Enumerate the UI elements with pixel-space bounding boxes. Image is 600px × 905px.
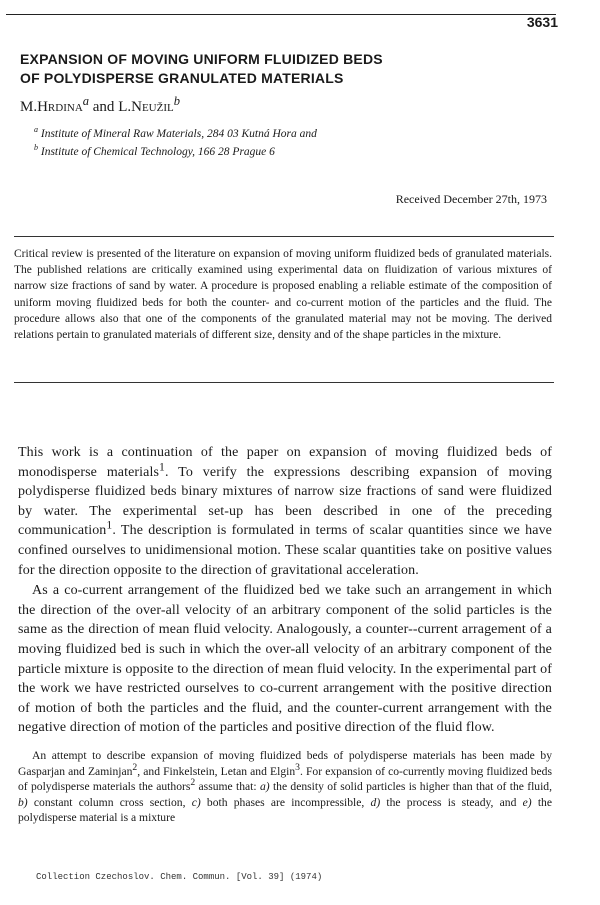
- authors-conjunction: and: [92, 99, 115, 115]
- author-2-surname: Neužil: [131, 99, 174, 115]
- title-line-1: EXPANSION OF MOVING UNIFORM FLUIDIZED BEDS: [20, 51, 383, 67]
- journal-footer: Collection Czechoslov. Chem. Commun. [Vol. 39] (1974): [36, 872, 323, 882]
- received-date: Received December 27th, 1973: [395, 192, 547, 206]
- citation-ref: 3: [295, 761, 300, 773]
- p3-part-f: constant column cross section,: [27, 795, 192, 809]
- citation-ref: 1: [159, 459, 165, 473]
- header-rule: [6, 14, 556, 15]
- body-text-small: [18, 748, 552, 826]
- page-number: 3631: [526, 14, 558, 30]
- article-title: [20, 50, 560, 88]
- p3-part-c: . For expansion of co-currently moving fluidized beds of polydisperse materials the authors: [18, 764, 552, 794]
- citation-ref: 2: [132, 761, 138, 773]
- list-label-d: d): [370, 795, 381, 809]
- p3-part-h: the process is steady, and: [380, 795, 523, 809]
- p3-part-d: assume that:: [195, 780, 260, 794]
- p3-part-i: the polydisperse material is a mixture: [18, 795, 552, 825]
- p3-part-g: both phases are incompressible,: [200, 795, 371, 809]
- p1-part-c: . The description is formulated in terms of scalar quantities since we have confined ourselves to unidimensional motion. These scalar quantities take on positive values for the direction opposite to the direction of gravitational acceleration.: [18, 523, 552, 578]
- paragraph-1: [18, 443, 552, 580]
- abstract-rule-top: [14, 236, 554, 237]
- abstract-rule-bottom: [14, 382, 554, 383]
- author-1-surname: Hrdina: [37, 99, 83, 115]
- affiliation-a-mark: a: [34, 125, 38, 135]
- author-1-initial: M.: [20, 99, 38, 115]
- authors: [20, 94, 180, 116]
- list-label-a: a): [259, 780, 270, 794]
- list-label-b: b): [18, 795, 28, 809]
- affiliation-b: [34, 143, 275, 158]
- title-line-2: OF POLYDISPERSE GRANULATED MATERIALS: [20, 70, 344, 86]
- affiliation-a: [34, 125, 317, 140]
- citation-ref: 2: [190, 777, 196, 789]
- affiliation-a-text: Institute of Mineral Raw Materials, 284 03 Kutná Hora and: [40, 128, 317, 140]
- paragraph-2: As a co-current arrangement of the fluidized bed we take such an arrangement in which the direction of the over-all velocity of an arbitrary component of the solid particles is the same as the direction of mean fluid velocity. Analogously, a counter--current arragement of a moving fluidized bed is such in which the over-all velocity of an arbitrary component of the particle mixture is opposite to the direction of mean fluid velocity. In the experimental part of the work we have restricted ourselves to co-current arrangement with the positive direction of motion of both the particles and the fluid, and the counter-current arrangement with the negative direction of motion of the particles and positive direction of the fluid flow.: [18, 583, 552, 736]
- p1-part-b: . To verify the expressions describing expansion of moving polydisperse fluidized beds binary mixtures of narrow size fractions of sand were fluidized by water. The experimental set-up has been described in one of the preceding communication: [18, 464, 552, 539]
- body-text: [18, 443, 552, 739]
- p3-part-b: , and Finkelstein, Letan and Elgin: [137, 764, 296, 778]
- affiliation-b-text: Institute of Chemical Technology, 166 28 Prague 6: [40, 146, 275, 158]
- p3-part-e: the density of solid particles is higher than that of the fluid,: [269, 780, 553, 794]
- p1-part-a: This work is a continuation of the paper on expansion of moving fluidized beds of monodisperse materials: [18, 445, 552, 480]
- list-label-e: e): [522, 795, 532, 809]
- p3-part-a: An attempt to describe expansion of moving fluidized beds of polydisperse materials has been made by Gasparjan and Zaminjan: [18, 749, 552, 778]
- author-2-mark: b: [173, 94, 180, 108]
- author-2-initial: L.: [118, 99, 132, 115]
- author-1-mark: a: [82, 94, 90, 108]
- paragraph-3: [18, 748, 552, 826]
- list-label-c: c): [191, 795, 201, 809]
- affiliation-b-mark: b: [34, 143, 38, 153]
- abstract: Critical review is presented of the literature on expansion of moving uniform fluidized beds of granulated materials. The published relations are critically examined using experimental data on fluidization of various mixtures of narrow size fractions of sand by water. A procedure is proposed enabling a reliable estimate of the composition of uniform moving fluidized beds for both the counter- and co-current motion of the particles and the fluid. The procedure allows also that one of the components of the granulated material may not be moving. The derived relations pertain to granulated materials of different size, density and of the shape particles in the mixture.: [14, 248, 552, 342]
- citation-ref: 1: [106, 518, 113, 532]
